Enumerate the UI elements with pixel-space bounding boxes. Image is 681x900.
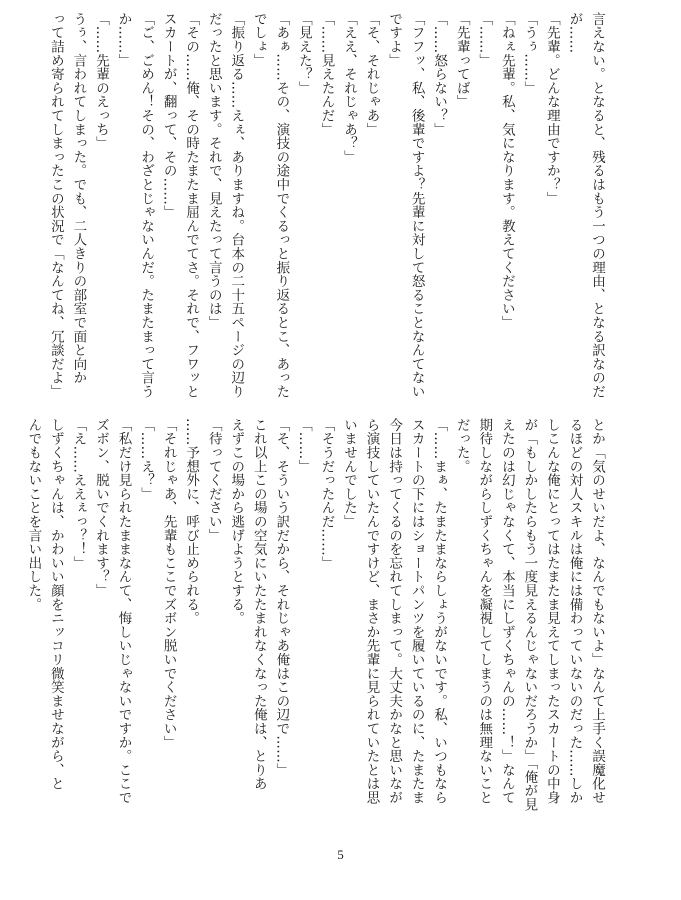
text-column: るほどの対人スキルは俺には備わっていないのだった……しか	[566, 418, 583, 805]
text-tier-bottom	[25, 418, 608, 812]
text-column: って詰め寄られてしまったこの状況で「なんてね、冗談だよ」	[47, 12, 64, 399]
text-column: 期待しながらしずくちゃんを凝視してしまうのは無理ないこと	[476, 418, 493, 805]
text-column: うぅ、言われてしまった。でも、二人きりの部室で面と向か	[70, 12, 87, 385]
text-column: 言えない。となると、残るはもう一つの理由、となる訳なのだ	[589, 12, 605, 399]
page-number: 5	[337, 847, 344, 862]
text-column: えたのは幻じゃなくて、本当にしずくちゃんの……！」なんて	[498, 418, 515, 805]
text-column: 「そ、そういう訳だから、それじゃあ俺はこの辺で……」	[273, 418, 290, 777]
text-column: 今日は持ってくるのを忘れてしまって。大丈夫かなと思いなが	[386, 418, 403, 805]
text-column: ……予想外に、呼び止められる。	[183, 418, 200, 625]
text-column: 「……」	[295, 418, 312, 474]
text-column: 「うぅ……」	[521, 12, 538, 95]
text-column: 「……怒らない？」	[431, 12, 448, 137]
text-column: 「私だけ見られたままなんて、悔しいじゃないですか。ここで	[115, 418, 132, 805]
text-column: 「フフッ、私、後輩ですよ？先輩に対して怒ることなんてない	[408, 12, 425, 399]
text-column: 「……見えたんだ」	[318, 12, 335, 137]
text-column: ら演技していたんですけど、まさか先輩に見られていたとは思	[363, 418, 380, 805]
text-column: 「その……俺、その時たまたま屈んでてさ。それで、フワッと	[183, 12, 200, 399]
text-column: いませんでした」	[340, 418, 357, 529]
text-column: 「待ってください」	[205, 418, 222, 543]
text-column: 「先輩。どんな理由ですか？」	[543, 12, 560, 206]
text-column: ですよ」	[386, 12, 403, 68]
text-column: か……」	[115, 12, 132, 68]
text-column: 「先輩ってば」	[453, 12, 470, 109]
text-column: ズボン、脱いでくれます？」	[92, 418, 109, 598]
text-column: しこんな俺にとってはたまたま見えてしまったスカートの中身	[543, 418, 560, 805]
text-column: が……	[566, 12, 583, 54]
text-column: 「そうだったんだ……」	[318, 418, 335, 570]
text-column: 「……まぁ、たまたまならしょうがないです。私、いつもなら	[431, 418, 448, 805]
text-column: しずくちゃんは、かわいい顔をニッコリ微笑ませながら、と	[47, 418, 64, 791]
text-column: 「え……ええぇっ？！」	[70, 418, 87, 570]
text-column: とか「気のせいだよ、なんでもないよ」なんて上手く誤魔化せ	[589, 418, 605, 805]
text-column: これ以上この場の空気にいたたまれなくなった俺は、とりあ	[250, 418, 267, 791]
text-tier-top	[47, 12, 608, 399]
text-column: 「それじゃあ、先輩もここでズボン脱いでください」	[160, 418, 177, 750]
text-column: んでもないことを言い出した。	[25, 418, 42, 612]
text-column: だった。	[453, 418, 470, 474]
text-column: 「ねぇ先輩。私、気になります。教えてください」	[498, 12, 515, 330]
text-column: だったと思います。それで、見えたって言うのは」	[205, 12, 222, 330]
text-column: 「……」	[476, 12, 493, 68]
text-column: スカートの下にはショートパンツを履いているのに、たまたま	[408, 418, 425, 805]
text-column: 「ご、ごめん！その、わざとじゃないんだ。たまたまって言う	[138, 12, 155, 399]
text-column: 「見えた？」	[295, 12, 312, 95]
text-column: が「もしかしたらもう一度見えるんじゃないだろうか」「俺が見	[521, 418, 538, 812]
text-column: 「そ、それじゃあ」	[363, 12, 380, 137]
text-column: 「振り返る……えぇ、ありますね。台本の二十五ページの辺り	[228, 12, 245, 399]
text-column: でしょ」	[250, 12, 267, 68]
text-column: スカートが、翻って、その……」	[160, 12, 177, 219]
text-column: 「あぁ……その、演技の途中でくるっと振り返るとこ、あった	[273, 12, 290, 399]
text-column: えずこの場から逃げようとする。	[228, 418, 245, 625]
text-column: 「ええ、それじゃあ？」	[340, 12, 357, 164]
text-column: 「……え？」	[138, 418, 155, 501]
text-column: 「……先輩のえっち」	[92, 12, 109, 150]
